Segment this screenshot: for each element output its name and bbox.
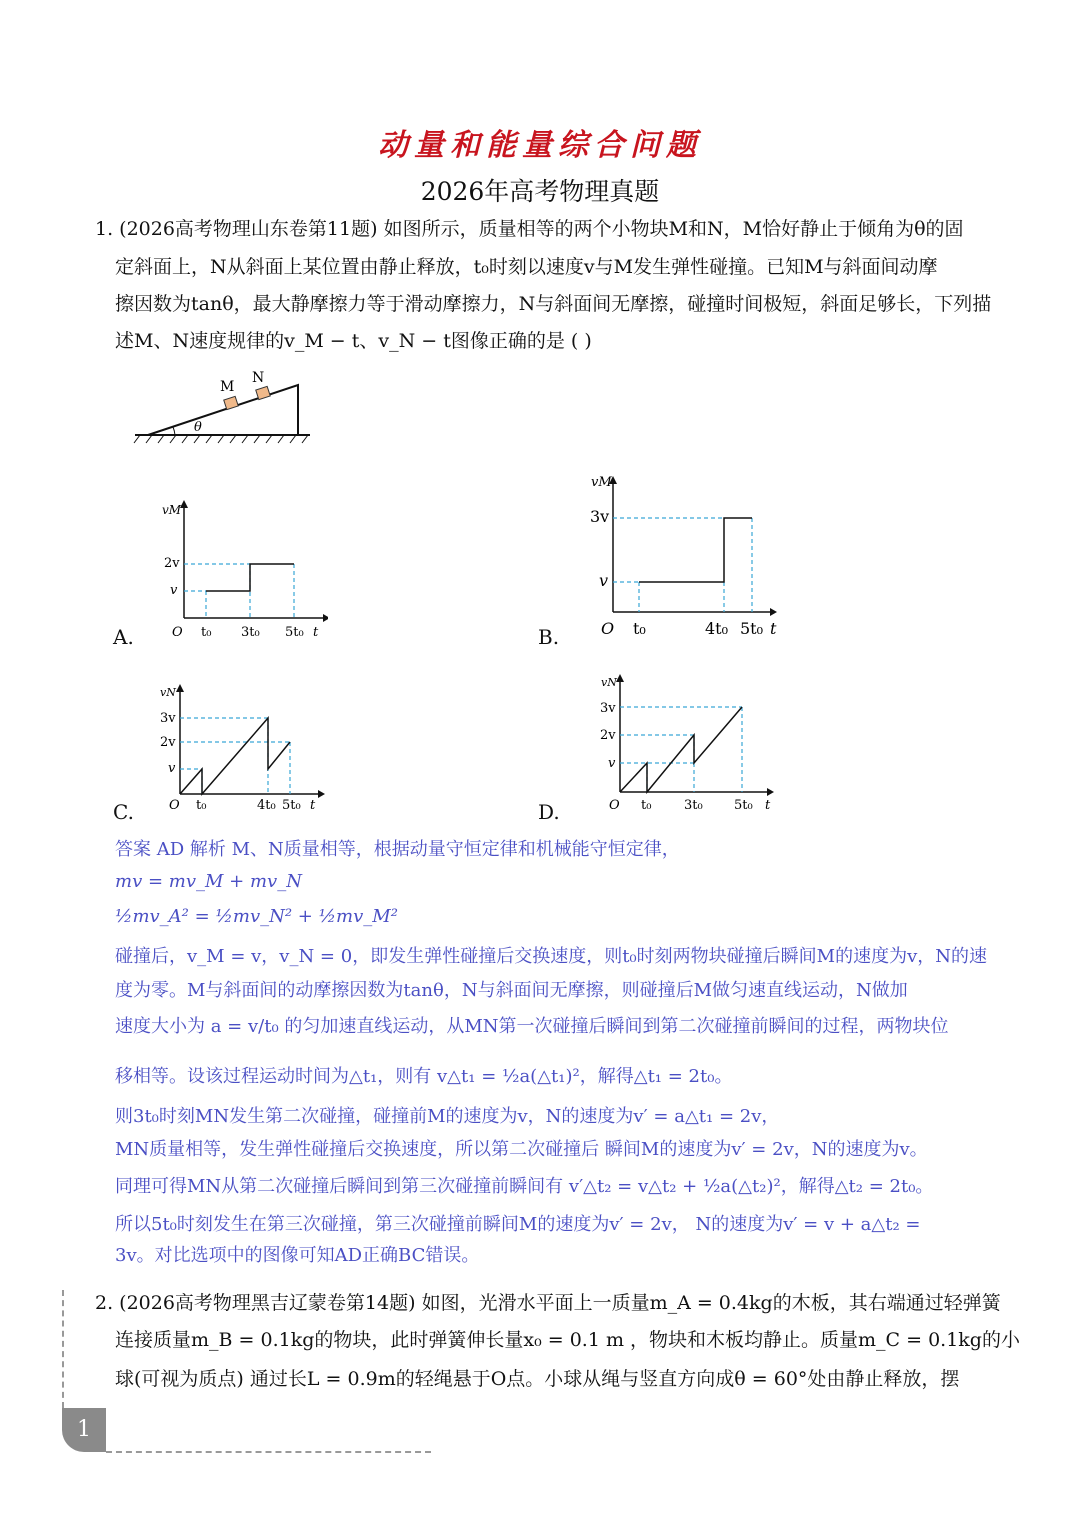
- tick-label: 3v: [160, 711, 176, 726]
- tick-label: t₀: [633, 619, 646, 638]
- axis-label: t: [770, 619, 777, 638]
- option-d-graph: [595, 672, 785, 820]
- axis-label: t: [765, 798, 771, 813]
- tick-label: v: [170, 583, 178, 598]
- option-a-label: A.: [113, 625, 134, 649]
- q1-line: 定斜面上，N从斜面上某位置由静止释放，t₀时刻以速度v与M发生弹性碰撞。已知M与斜面间动摩: [115, 256, 938, 278]
- q1-line: 1. (2026高考物理山东卷第11题) 如图所示，质量相等的两个小物块M和N，M恰好静止于倾角为θ的固: [95, 218, 964, 240]
- answer-line: 速度大小为 a = v/t₀ 的匀加速直线运动，从MN第一次碰撞后瞬间到第二次碰撞前瞬间的过程，两物块位: [115, 1016, 949, 1037]
- tick-label: t₀: [201, 625, 212, 640]
- incline-figure: [130, 365, 320, 445]
- answer-line: 3v。对比选项中的图像可知AD正确BC错误。: [115, 1245, 480, 1266]
- option-a-graph: [158, 498, 328, 648]
- answer-line: 所以5t₀时刻发生在第三次碰撞，第三次碰撞前瞬间M的速度为v′ = 2v， N的速度为v′ = v + a△t₂ =: [115, 1214, 921, 1235]
- q2-line: 2. (2026高考物理黑吉辽蒙卷第14题) 如图，光滑水平面上一质量m_A = 0.4kg的木板，其右端通过轻弹簧: [95, 1292, 1001, 1314]
- axis-label: vM: [591, 475, 612, 490]
- answer-line: 则3t₀时刻MN发生第二次碰撞，碰撞前M的速度为v，N的速度为v′ = a△t₁ = 2v，: [115, 1106, 780, 1127]
- axis-label: vM: [162, 503, 182, 517]
- label-m: M: [220, 379, 235, 395]
- tick-label: 2v: [164, 556, 180, 571]
- axis-label: t: [310, 798, 316, 813]
- origin-label: O: [601, 619, 615, 638]
- tick-label: 5t₀: [740, 619, 764, 638]
- label-theta: θ: [194, 420, 202, 435]
- answer-formula: mv = mv_M + mv_N: [115, 871, 302, 892]
- option-b-graph: [585, 470, 785, 645]
- origin-label: O: [172, 625, 183, 640]
- answer-line: 答案 AD 解析 M、N质量相等，根据动量守恒定律和机械能守恒定律，: [115, 839, 680, 860]
- origin-label: O: [169, 798, 180, 813]
- tick-label: 4t₀: [705, 619, 729, 638]
- option-c-label: C.: [113, 800, 134, 824]
- q2-line: 球(可视为质点) 通过长L = 0.9m的轻绳悬于O点。小球从绳与竖直方向成θ = 60°处由静止释放，摆: [115, 1368, 960, 1390]
- axis-label: t: [313, 625, 319, 640]
- tick-label: 3v: [590, 507, 610, 526]
- option-d-label: D.: [538, 800, 560, 824]
- page-subtitle: 2026年高考物理真题: [420, 177, 660, 206]
- tick-label: 3t₀: [241, 625, 260, 640]
- page-number: 1: [62, 1408, 106, 1452]
- footer-dashed-line: [106, 1451, 431, 1453]
- block-m: [224, 396, 239, 409]
- answer-line: MN质量相等，发生弹性碰撞后交换速度，所以第二次碰撞后 瞬间M的速度为v′ = 2v，N的速度为v。: [115, 1139, 928, 1160]
- tick-label: v: [168, 761, 176, 776]
- answer-line: 度为零。M与斜面间的动摩擦因数为tanθ，N与斜面间无摩擦，则碰撞后M做匀速直线运动，N做加: [115, 980, 908, 1001]
- origin-label: O: [609, 798, 620, 813]
- tick-label: v: [599, 571, 609, 590]
- tick-label: 5t₀: [285, 625, 304, 640]
- answer-line: 移相等。设该过程运动时间为△t₁，则有 v△t₁ = ½a(△t₁)²，解得△t₁ = 2t₀。: [115, 1066, 733, 1087]
- axis-label: vN: [160, 686, 176, 699]
- margin-dashed-line: [62, 1290, 64, 1408]
- tick-label: t₀: [641, 798, 652, 813]
- axis-label: vN: [601, 676, 617, 689]
- tick-label: 4t₀: [257, 798, 276, 813]
- tick-label: 2v: [160, 735, 176, 750]
- label-n: N: [252, 370, 265, 386]
- block-n: [256, 386, 271, 399]
- tick-label: 5t₀: [734, 798, 753, 813]
- tick-label: t₀: [196, 798, 207, 813]
- option-b-label: B.: [538, 625, 560, 649]
- q2-line: 连接质量m_B = 0.1kg的物块，此时弹簧伸长量x₀ = 0.1 m ，物块和木板均静止。质量m_C = 0.1kg的小: [115, 1329, 1020, 1351]
- answer-formula: ½mv_A² = ½mv_N² + ½mv_M²: [115, 906, 398, 927]
- option-c-graph: [158, 682, 333, 822]
- q1-line: 擦因数为tanθ，最大静摩擦力等于滑动摩擦力，N与斜面间无摩擦，碰撞时间极短，斜面足够长，下列描: [115, 293, 992, 315]
- answer-line: 同理可得MN从第二次碰撞后瞬间到第三次碰撞前瞬间有 v′△t₂ = v△t₂ + ½a(△t₂)²，解得△t₂ = 2t₀。: [115, 1176, 934, 1197]
- tick-label: 3t₀: [684, 798, 703, 813]
- tick-label: 5t₀: [282, 798, 301, 813]
- tick-label: v: [608, 756, 616, 771]
- q1-line: 述M、N速度规律的v_M − t、v_N − t图像正确的是 ( ): [115, 330, 592, 352]
- tick-label: 3v: [600, 701, 616, 716]
- page-title: 动量和能量综合问题: [378, 128, 702, 163]
- tick-label: 2v: [600, 728, 616, 743]
- answer-line: 碰撞后，v_M = v，v_N = 0，即发生弹性碰撞后交换速度，则t₀时刻两物块碰撞后瞬间M的速度为v，N的速: [115, 946, 987, 967]
